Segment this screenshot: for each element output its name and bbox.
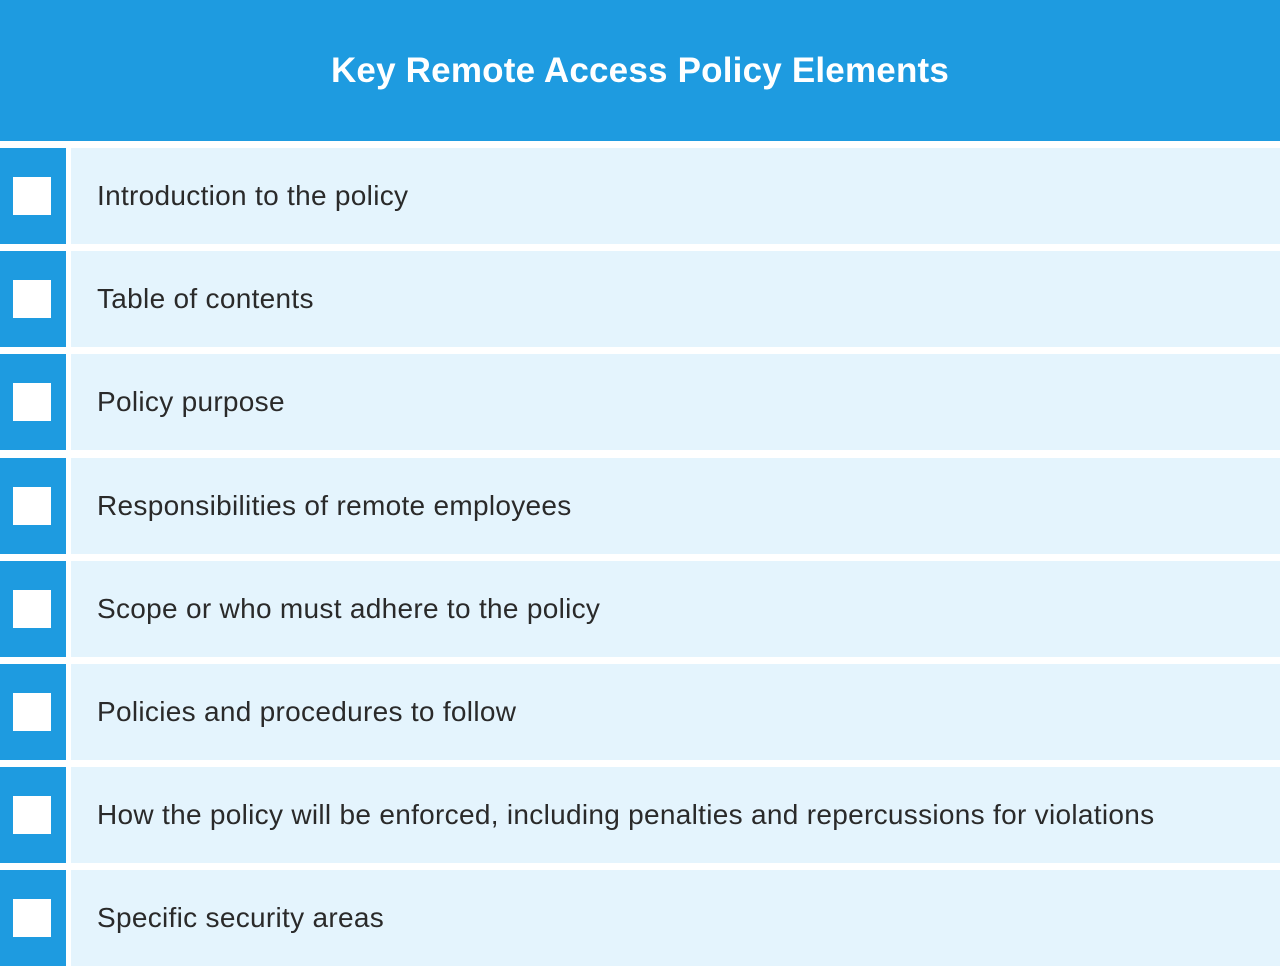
checklist-row bbox=[0, 148, 1280, 244]
checklist-row bbox=[0, 767, 1280, 863]
checklist-rows bbox=[0, 148, 1280, 966]
checkbox-cell bbox=[0, 561, 66, 657]
row-label: Introduction to the policy bbox=[97, 180, 409, 211]
row-label-cell bbox=[71, 561, 1280, 657]
checkbox-cell bbox=[0, 870, 66, 966]
checkbox[interactable] bbox=[13, 796, 51, 834]
checkbox[interactable] bbox=[13, 590, 51, 628]
checklist-header bbox=[0, 0, 1280, 141]
checkbox-cell bbox=[0, 354, 66, 450]
checklist-row bbox=[0, 664, 1280, 760]
checkbox-cell bbox=[0, 458, 66, 554]
row-label-cell bbox=[71, 251, 1280, 347]
row-label: Policies and procedures to follow bbox=[97, 695, 517, 727]
checkbox[interactable] bbox=[13, 693, 51, 731]
checkbox[interactable] bbox=[13, 383, 51, 421]
checkbox[interactable] bbox=[13, 177, 51, 215]
checklist-row bbox=[0, 251, 1280, 347]
checklist-title: Key Remote Access Policy Elements bbox=[330, 50, 950, 90]
row-label: Table of contents bbox=[97, 283, 314, 315]
checkbox-cell bbox=[0, 251, 66, 347]
checkbox[interactable] bbox=[13, 899, 51, 937]
row-label-cell bbox=[71, 148, 1280, 244]
row-label: Scope or who must adhere to the policy bbox=[97, 592, 601, 624]
row-label-cell bbox=[71, 870, 1280, 966]
row-label: Specific security areas bbox=[97, 902, 385, 934]
row-label: Responsibilities of remote employees bbox=[97, 489, 572, 521]
row-label-cell bbox=[71, 767, 1280, 863]
row-label: How the policy will be enforced, including penalties and repercussions for violations bbox=[97, 799, 1155, 831]
row-label: Policy purpose bbox=[97, 386, 285, 418]
checklist-row bbox=[0, 458, 1280, 554]
row-label-cell bbox=[71, 664, 1280, 760]
checkbox[interactable] bbox=[13, 487, 51, 525]
checklist-row bbox=[0, 870, 1280, 966]
row-label-cell bbox=[71, 458, 1280, 554]
checkbox-cell bbox=[0, 767, 66, 863]
checkbox-cell bbox=[0, 148, 66, 244]
checkbox[interactable] bbox=[13, 280, 51, 318]
checklist-row bbox=[0, 561, 1280, 657]
checklist-row bbox=[0, 354, 1280, 450]
row-label-cell bbox=[71, 354, 1280, 450]
checkbox-cell bbox=[0, 664, 66, 760]
